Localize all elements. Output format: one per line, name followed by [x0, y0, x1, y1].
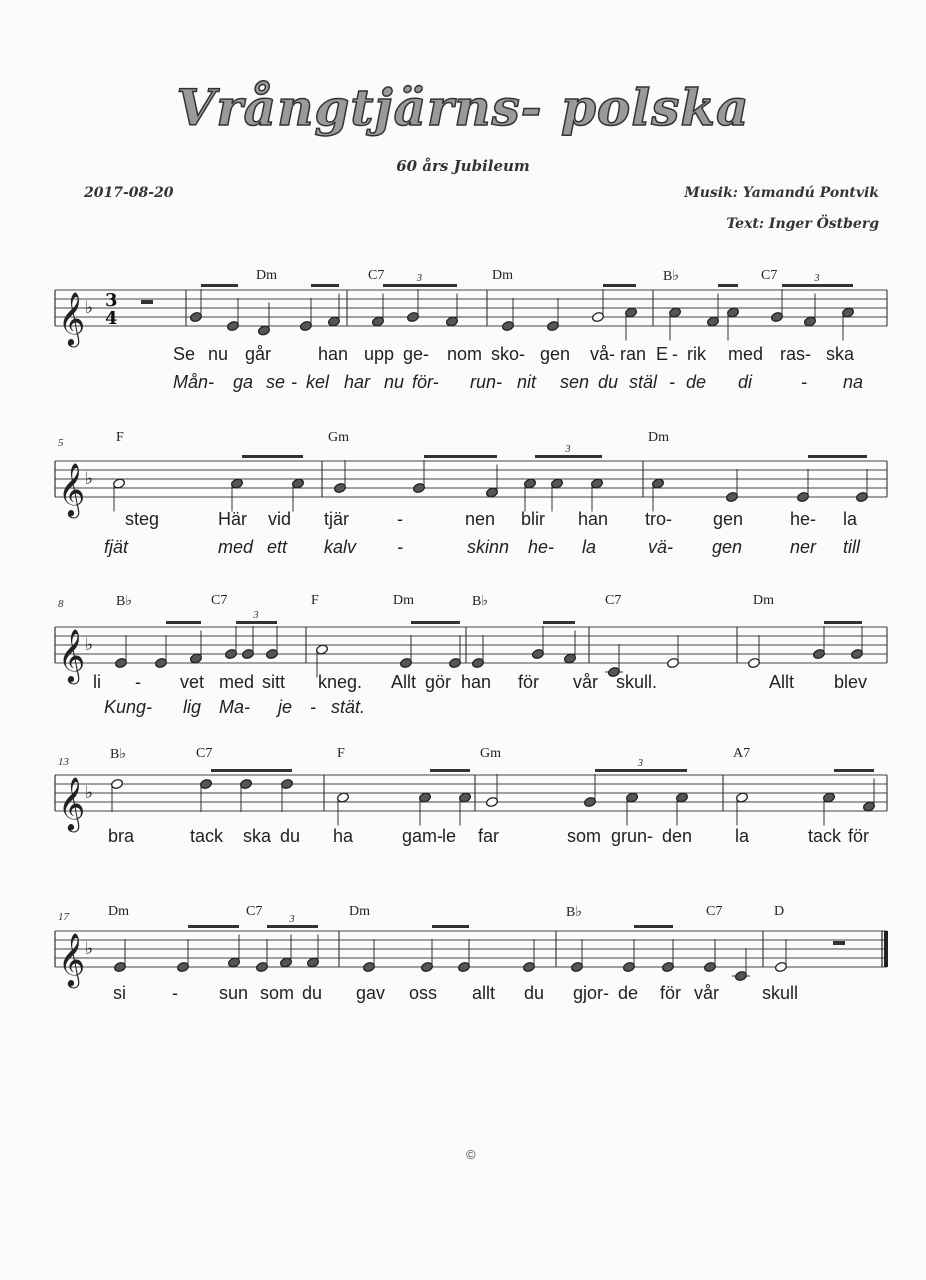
lyric-verse-1: vår: [573, 672, 599, 692]
lyric-verse-2: de: [686, 372, 707, 392]
lyric-verse-1: kneg.: [318, 672, 363, 692]
beam: [432, 925, 469, 928]
lyric-verse-1: blev: [834, 672, 868, 692]
lyric-verse-1: Allt: [391, 672, 417, 692]
lyric-verse-1: allt: [472, 983, 496, 1003]
lyric-verse-2: har: [344, 372, 371, 392]
chord-symbol: C7: [368, 268, 385, 283]
chord-symbol: Dm: [648, 430, 669, 445]
beam: [424, 455, 497, 458]
lyric-verse-2: Ma-: [219, 697, 250, 717]
triplet-mark: 3: [289, 914, 295, 925]
measure-number: 13: [58, 756, 69, 768]
measure-number: 17: [58, 911, 69, 923]
lyric-verse-1: som: [260, 983, 295, 1003]
lyric-verse-1: sun: [219, 983, 249, 1003]
lyric-verse-1: upp: [364, 344, 395, 364]
lyric-verse-2: ett: [267, 537, 288, 557]
lyric-verse-2: skinn: [467, 537, 510, 557]
chord-symbol: Dm: [256, 268, 277, 283]
triplet-mark: 3: [565, 444, 571, 455]
song-subtitle: 60 års Jubileum: [396, 157, 530, 175]
lyric-verse-2: stäl: [629, 372, 658, 392]
lyric-verse-1: Se: [173, 344, 196, 364]
lyric-verse-2: nu: [384, 372, 405, 392]
chord-symbol: F: [116, 430, 124, 445]
chord-symbol: F: [337, 746, 345, 761]
lyric-verse-1: E: [656, 344, 669, 364]
key-signature-flat-icon: ♭: [85, 298, 94, 318]
lyric-verse-2: lig: [183, 697, 202, 717]
chord-symbol: Dm: [753, 593, 774, 608]
time-signature-bottom: 4: [105, 308, 118, 329]
chord-symbol: Gm: [328, 430, 349, 445]
lyric-verse-1: ras-: [780, 344, 811, 364]
lyric-verse-2: gen: [712, 537, 743, 557]
beam: [782, 284, 853, 287]
lyric-verse-1: he-: [790, 509, 817, 529]
beam: [236, 621, 277, 624]
lyric-verse-1: Allt: [769, 672, 795, 692]
triplet-mark: 3: [814, 273, 820, 284]
lyric-verse-1: si: [113, 983, 126, 1003]
lyric-verse-2: Mån-: [173, 372, 215, 392]
lyric-verse-1: han: [461, 672, 492, 692]
lyric-verse-2: fjät: [104, 537, 129, 557]
lyric-verse-1: rik: [687, 344, 706, 364]
rest-icon: [833, 941, 845, 945]
chord-symbol: Dm: [393, 593, 414, 608]
lyric-verse-1: för: [660, 983, 682, 1003]
lyric-verse-1: för: [848, 826, 870, 846]
measure-number: 5: [58, 437, 64, 449]
lyric-verse-1: bra: [108, 826, 135, 846]
beam: [211, 769, 292, 772]
measure-number: 8: [58, 598, 64, 610]
chord-symbol: F: [311, 593, 319, 608]
lyric-verse-2: nit: [517, 372, 537, 392]
treble-clef-icon: 𝄞: [58, 628, 86, 682]
lyric-verse-2: för-: [412, 372, 439, 392]
lyric-verse-1: gör: [425, 672, 452, 692]
copyright-symbol: ©: [466, 1147, 476, 1162]
lyric-verse-1: grun-: [611, 826, 654, 846]
lyric-verse-1: gen: [713, 509, 744, 529]
lyric-verse-1: ska: [243, 826, 272, 846]
treble-clef-icon: 𝄞: [58, 776, 86, 830]
beam: [201, 284, 238, 287]
chord-symbol: C7: [761, 268, 778, 283]
lyric-verse-1: oss: [409, 983, 438, 1003]
lyric-verse-2: na: [843, 372, 864, 392]
lyric-verse-2: till: [843, 537, 860, 557]
lyric-verse-2: kalv: [324, 537, 357, 557]
lyric-verse-1: med: [219, 672, 255, 692]
lyric-verse-2: du: [598, 372, 619, 392]
lyric-verse-1: de: [618, 983, 639, 1003]
lyric-verse-2: ner: [790, 537, 817, 557]
lyric-verse-1: skull.: [616, 672, 658, 692]
song-title: Vrångtjärns- polska: [176, 78, 750, 137]
key-signature-flat-icon: ♭: [85, 939, 94, 959]
rest-icon: [141, 300, 153, 304]
lyric-verse-1: vår: [694, 983, 720, 1003]
beam: [543, 621, 575, 624]
lyric-verse-2: med: [218, 537, 254, 557]
treble-clef-icon: 𝄞: [58, 291, 86, 345]
beam: [808, 455, 867, 458]
lyric-verse-1: vå-: [590, 344, 616, 364]
lyric-verse-2: stät.: [331, 697, 366, 717]
beam: [603, 284, 636, 287]
lyric-verse-1: nen: [465, 509, 496, 529]
lyric-verse-1: le: [442, 826, 457, 846]
lyric-verse-2: di: [738, 372, 753, 392]
lyric-verse-1: nu: [208, 344, 229, 364]
lyric-verse-1: vet: [180, 672, 205, 692]
beam: [834, 769, 874, 772]
lyric-verse-1: vid: [268, 509, 292, 529]
lyric-verse-2: kel: [306, 372, 330, 392]
date-label: 2017-08-20: [84, 185, 174, 201]
key-signature-flat-icon: ♭: [85, 469, 94, 489]
triplet-mark: 3: [638, 758, 643, 769]
beam: [188, 925, 239, 928]
beam: [595, 769, 687, 772]
beam: [535, 455, 602, 458]
lyric-verse-1: -: [672, 344, 678, 364]
lyric-verse-1: sitt: [262, 672, 286, 692]
lyric-verse-1: Här: [218, 509, 248, 529]
lyric-verse-1: ran: [620, 344, 647, 364]
lyric-verse-1: skull: [762, 983, 799, 1003]
chord-symbol: C7: [706, 904, 723, 919]
beam: [430, 769, 470, 772]
text-credit: Text: Inger Östberg: [726, 216, 879, 232]
lyric-verse-1: tro-: [645, 509, 672, 529]
triplet-mark: 3: [253, 610, 259, 621]
lyric-verse-2: -: [397, 537, 403, 557]
lyric-verse-2: vä-: [648, 537, 674, 557]
chord-symbol: C7: [196, 746, 213, 761]
lyric-verse-1: tjär: [324, 509, 350, 529]
lyric-verse-2: se: [266, 372, 286, 392]
lyric-verse-1: gen: [540, 344, 571, 364]
beam: [634, 925, 673, 928]
lyric-verse-1: sko-: [491, 344, 526, 364]
chord-symbol: B♭: [472, 594, 488, 609]
chord-symbol: C7: [605, 593, 622, 608]
chord-symbol: B♭: [663, 269, 679, 284]
lyric-verse-2: Kung-: [104, 697, 153, 717]
beam: [311, 284, 339, 287]
triplet-mark: 3: [417, 273, 422, 284]
music-credit: Musik: Yamandú Pontvik: [684, 185, 879, 201]
chord-symbol: Dm: [492, 268, 513, 283]
lyric-verse-1: ha: [333, 826, 354, 846]
lyric-verse-1: går: [245, 344, 272, 364]
lyric-verse-2: -: [801, 372, 807, 392]
lyric-verse-1: -: [135, 672, 141, 692]
lyric-verse-1: han: [318, 344, 349, 364]
key-signature-flat-icon: ♭: [85, 783, 94, 803]
chord-symbol: C7: [246, 904, 263, 919]
chord-symbol: D: [774, 904, 785, 919]
chord-symbol: B♭: [110, 747, 126, 762]
lyric-verse-2: he-: [528, 537, 555, 557]
beam: [718, 284, 738, 287]
lyric-verse-1: gam-: [402, 826, 444, 846]
lyric-verse-1: far: [478, 826, 500, 846]
lyric-verse-1: ge-: [403, 344, 430, 364]
treble-clef-icon: 𝄞: [58, 932, 86, 986]
key-signature-flat-icon: ♭: [85, 635, 94, 655]
lyric-verse-1: tack: [808, 826, 842, 846]
lyric-verse-2: la: [582, 537, 597, 557]
treble-clef-icon: 𝄞: [58, 462, 86, 516]
lyric-verse-2: -: [291, 372, 297, 392]
chord-symbol: B♭: [566, 905, 582, 920]
lyric-verse-1: han: [578, 509, 609, 529]
lyric-verse-1: ska: [826, 344, 855, 364]
lyric-verse-1: la: [843, 509, 858, 529]
final-barline-thick: [884, 931, 888, 967]
lyric-verse-1: du: [280, 826, 301, 846]
chord-symbol: B♭: [116, 594, 132, 609]
chord-symbol: A7: [733, 746, 751, 761]
chord-symbol: Dm: [108, 904, 129, 919]
time-signature-top: 3: [105, 290, 118, 311]
lyric-verse-1: steg: [125, 509, 160, 529]
chord-symbol: Gm: [480, 746, 501, 761]
beam: [242, 455, 303, 458]
lyric-verse-2: je: [278, 697, 293, 717]
lyric-verse-1: för: [518, 672, 540, 692]
lyric-verse-1: la: [735, 826, 750, 846]
lyric-verse-1: -: [397, 509, 403, 529]
beam: [383, 284, 457, 287]
beam: [267, 925, 318, 928]
lyric-verse-1: blir: [521, 509, 546, 529]
lyric-verse-1: den: [662, 826, 693, 846]
lyric-verse-1: du: [302, 983, 323, 1003]
lyric-verse-1: nom: [447, 344, 483, 364]
lyric-verse-1: tack: [190, 826, 224, 846]
staff: [0, 745, 926, 845]
lyric-verse-1: du: [524, 983, 545, 1003]
lyric-verse-1: med: [728, 344, 764, 364]
lyric-verse-1: li: [93, 672, 101, 692]
lyric-verse-2: -: [310, 697, 316, 717]
chord-symbol: C7: [211, 593, 228, 608]
beam: [411, 621, 460, 624]
lyric-verse-2: -: [669, 372, 675, 392]
lyric-verse-1: gjor-: [573, 983, 610, 1003]
lyric-verse-1: gav: [356, 983, 386, 1003]
lyric-verse-2: ga: [233, 372, 254, 392]
lyric-verse-2: run-: [470, 372, 503, 392]
beam: [166, 621, 201, 624]
lyric-verse-1: som: [567, 826, 602, 846]
lyric-verse-1: -: [172, 983, 178, 1003]
chord-symbol: Dm: [349, 904, 370, 919]
beam: [824, 621, 862, 624]
lyric-verse-2: sen: [560, 372, 590, 392]
